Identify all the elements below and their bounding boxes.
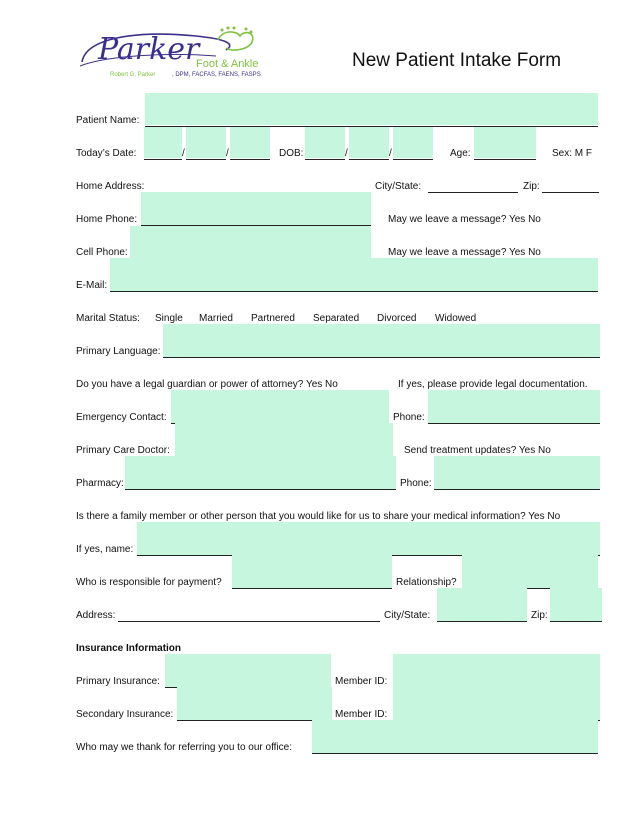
home-phone-message-question[interactable]: May we leave a message? Yes No [388, 214, 541, 225]
marital-option-married[interactable]: Married [199, 313, 233, 324]
marital-option-separated[interactable]: Separated [313, 313, 360, 324]
date-slash: / [345, 148, 348, 159]
secondary-insurance-label: Secondary Insurance: [76, 709, 174, 720]
date-slash: / [226, 148, 229, 159]
responsible-payment-line [232, 588, 392, 589]
dob-month-field[interactable] [305, 127, 345, 158]
primary-language-line [163, 357, 600, 358]
relationship-label: Relationship? [396, 577, 457, 588]
marital-status-label: Marital Status: [76, 313, 140, 324]
pharmacy-line [125, 489, 396, 490]
dob-day-field[interactable] [349, 127, 389, 158]
primary-member-id-field[interactable] [393, 654, 600, 687]
email-field[interactable] [110, 258, 598, 291]
emergency-phone-line [428, 423, 600, 424]
dob-day-line [349, 159, 389, 160]
parker-foot-ankle-logo [76, 26, 276, 84]
todays-date-year-line [230, 159, 270, 160]
primary-language-field[interactable] [163, 324, 600, 357]
email-label: E-Mail: [76, 280, 108, 291]
email-line [110, 291, 598, 292]
emergency-contact-field[interactable] [171, 390, 389, 423]
date-slash: / [389, 148, 392, 159]
marital-option-single[interactable]: Single [155, 313, 183, 324]
referral-line [312, 753, 598, 754]
home-phone-label: Home Phone: [76, 214, 138, 225]
payer-address-label: Address: [76, 610, 116, 621]
payer-zip-field[interactable] [550, 588, 602, 621]
primary-language-label: Primary Language: [76, 346, 161, 357]
send-updates-question[interactable]: Send treatment updates? Yes No [404, 445, 551, 456]
patient-name-field[interactable] [145, 93, 598, 125]
logo-doctor-text: Robert G. Parker [110, 72, 156, 78]
primary-insurance-field[interactable] [165, 654, 331, 687]
emergency-contact-label: Emergency Contact: [76, 412, 167, 423]
referral-label: Who may we thank for referring you to our office: [76, 742, 293, 753]
payer-city-state-field[interactable] [437, 588, 527, 621]
share-info-question[interactable]: Is there a family member or other person that you would like for us to share your medical information? Yes No [76, 511, 561, 522]
dob-year-field[interactable] [393, 127, 433, 158]
primary-care-doctor-field[interactable] [175, 423, 393, 456]
guardian-question[interactable]: Do you have a legal guardian or power of attorney? Yes No [76, 379, 338, 390]
cell-phone-label: Cell Phone: [76, 247, 128, 258]
todays-date-day-field[interactable] [186, 127, 226, 158]
dob-label: DOB: [279, 148, 304, 159]
logo-brand-text: Parker [98, 32, 200, 67]
pharmacy-field[interactable] [125, 456, 396, 489]
payer-zip-line [550, 621, 602, 622]
pharmacy-phone-field[interactable] [434, 456, 600, 489]
referral-field[interactable] [312, 720, 598, 753]
cell-phone-message-question[interactable]: May we leave a message? Yes No [388, 247, 541, 258]
pharmacy-label: Pharmacy: [76, 478, 124, 489]
payer-city-state-line [437, 621, 527, 622]
payer-address-line[interactable] [118, 621, 380, 622]
todays-date-month-field[interactable] [144, 127, 182, 158]
payer-zip-label: Zip: [531, 610, 548, 621]
guardian-note: If yes, please provide legal documentation. [398, 379, 588, 390]
primary-insurance-label: Primary Insurance: [76, 676, 160, 687]
zip-line[interactable] [542, 192, 599, 193]
todays-date-day-line [186, 159, 226, 160]
logo-credentials-text: , DPM, FACFAS, FAENS, FASPS [172, 72, 261, 78]
emergency-phone-field[interactable] [428, 390, 600, 423]
todays-date-month-line [144, 159, 182, 160]
dob-year-line [393, 159, 433, 160]
age-line [474, 159, 536, 160]
todays-date-label: Today’s Date: [76, 148, 137, 159]
emergency-phone-label: Phone: [393, 412, 425, 423]
relationship-field[interactable] [462, 555, 598, 588]
age-field[interactable] [474, 127, 536, 158]
zip-label: Zip: [523, 181, 540, 192]
secondary-insurance-line [177, 720, 332, 721]
home-address-label: Home Address: [76, 181, 145, 192]
share-info-name-field[interactable] [137, 522, 600, 555]
secondary-member-id-field[interactable] [393, 687, 600, 720]
primary-member-id-label: Member ID: [335, 676, 388, 687]
pharmacy-phone-line [434, 489, 600, 490]
page-title: New Patient Intake Form [352, 50, 562, 71]
secondary-member-id-label: Member ID: [335, 709, 388, 720]
city-state-line[interactable] [428, 192, 518, 193]
marital-option-partnered[interactable]: Partnered [251, 313, 295, 324]
secondary-insurance-field[interactable] [177, 687, 332, 720]
sex-label[interactable]: Sex: M F [552, 148, 593, 159]
insurance-heading: Insurance Information [76, 643, 182, 654]
responsible-payment-label: Who is responsible for payment? [76, 577, 222, 588]
logo-sub-text: Foot & Ankle [196, 58, 259, 70]
marital-option-widowed[interactable]: Widowed [435, 313, 477, 324]
marital-option-divorced[interactable]: Divorced [377, 313, 417, 324]
age-label: Age: [450, 148, 471, 159]
date-slash: / [182, 148, 185, 159]
dob-month-line [305, 159, 345, 160]
patient-name-label: Patient Name: [76, 115, 140, 126]
responsible-payment-field[interactable] [232, 555, 392, 588]
home-phone-field[interactable] [141, 192, 371, 225]
todays-date-year-field[interactable] [230, 127, 270, 158]
city-state-label: City/State: [375, 181, 422, 192]
if-yes-name-label: If yes, name: [76, 544, 134, 555]
cell-phone-field[interactable] [130, 226, 371, 258]
payer-city-state-label: City/State: [384, 610, 431, 621]
primary-care-doctor-label: Primary Care Doctor: [76, 445, 170, 456]
pharmacy-phone-label: Phone: [400, 478, 432, 489]
